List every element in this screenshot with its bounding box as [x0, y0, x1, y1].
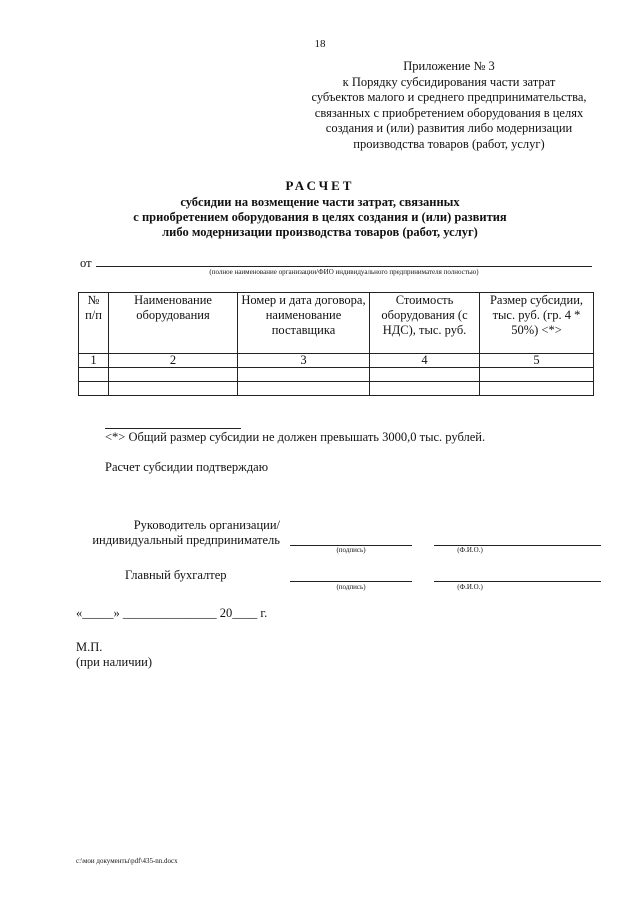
document-title: РАСЧЕТ [285, 178, 355, 193]
header-cell-cost: Стоимость оборудования (с НДС), тыс. руб. [370, 293, 480, 354]
header-cell-subsidy: Размер субсидии, тыс. руб. (гр. 4 * 50%) <*> [480, 293, 594, 354]
stamp-label: М.П. [76, 640, 103, 654]
header-cell-contract: Номер и дата договора, наименование поставщика [238, 293, 370, 354]
from-caption: (полное наименование организации/ФИО индивидуального предпринимателя полностью) [209, 268, 479, 276]
table-cell[interactable] [238, 382, 370, 396]
head-signature-label [80, 518, 280, 548]
table-cell[interactable] [480, 368, 594, 382]
subtitle-line: либо модернизации производства товаров (работ, услуг) [162, 225, 478, 239]
stamp-note: (при наличии) [76, 655, 153, 669]
subtitle-line: с приобретением оборудования в целях создания и (или) развития [133, 210, 507, 224]
accountant-name-caption: (Ф.И.О.) [457, 583, 483, 591]
table-cell[interactable] [480, 382, 594, 396]
table-cell[interactable] [370, 382, 480, 396]
table-column-numbers-row [79, 354, 594, 368]
column-number-cell: 1 [79, 354, 109, 368]
table-cell[interactable] [370, 368, 480, 382]
accountant-signature-line[interactable] [290, 581, 412, 582]
from-fill-line[interactable] [96, 266, 592, 267]
header-cell-number: № п/п [79, 293, 109, 354]
accountant-label: Главный бухгалтер [125, 568, 227, 582]
column-number-cell: 5 [480, 354, 594, 368]
page-number: 18 [314, 38, 326, 50]
table-row [79, 382, 594, 396]
accountant-name-line[interactable] [434, 581, 601, 582]
footnote: <*> Общий размер субсидии не должен превышать 3000,0 тыс. рублей. [105, 430, 486, 444]
head-label-line: Руководитель организации/ [133, 518, 280, 532]
appendix-line: создания и (или) развития либо модернизации [325, 121, 573, 135]
from-label: от [80, 256, 92, 270]
header-cell-equipment: Наименование оборудования [109, 293, 238, 354]
date-line: «_____» _______________ 20____ г. [76, 606, 268, 620]
appendix-line: Приложение № 3 [403, 59, 495, 73]
table-cell[interactable] [109, 382, 238, 396]
file-path: c:\мои документы\pdf\435-nn.docx [76, 857, 178, 865]
head-label-line: индивидуальный предприниматель [92, 533, 280, 547]
appendix-line: субъектов малого и среднего предпринимательства, [311, 90, 587, 104]
subtitle-line: субсидии на возмещение части затрат, связанных [180, 195, 460, 209]
table-header-row [79, 293, 594, 354]
head-name-caption: (Ф.И.О.) [457, 546, 483, 554]
table-cell[interactable] [79, 368, 109, 382]
column-number-cell: 2 [109, 354, 238, 368]
confirmation-text: Расчет субсидии подтверждаю [105, 460, 269, 474]
table-row [79, 368, 594, 382]
table-cell[interactable] [109, 368, 238, 382]
appendix-line: производства товаров (работ, услуг) [353, 136, 545, 151]
stamp-place [76, 640, 152, 670]
footnote-separator [105, 428, 241, 429]
table-cell[interactable] [79, 382, 109, 396]
head-signature-caption: (подпись) [336, 546, 366, 554]
accountant-signature-caption: (подпись) [336, 583, 366, 591]
calculation-table [78, 292, 594, 396]
appendix-line: связанных с приобретением оборудования в целях [314, 105, 584, 120]
column-number-cell: 3 [238, 354, 370, 368]
column-number-cell: 4 [370, 354, 480, 368]
appendix-line: к Порядку субсидирования части затрат [342, 74, 556, 89]
document-subtitle [100, 195, 540, 240]
table-cell[interactable] [238, 368, 370, 382]
appendix-header [290, 59, 608, 152]
